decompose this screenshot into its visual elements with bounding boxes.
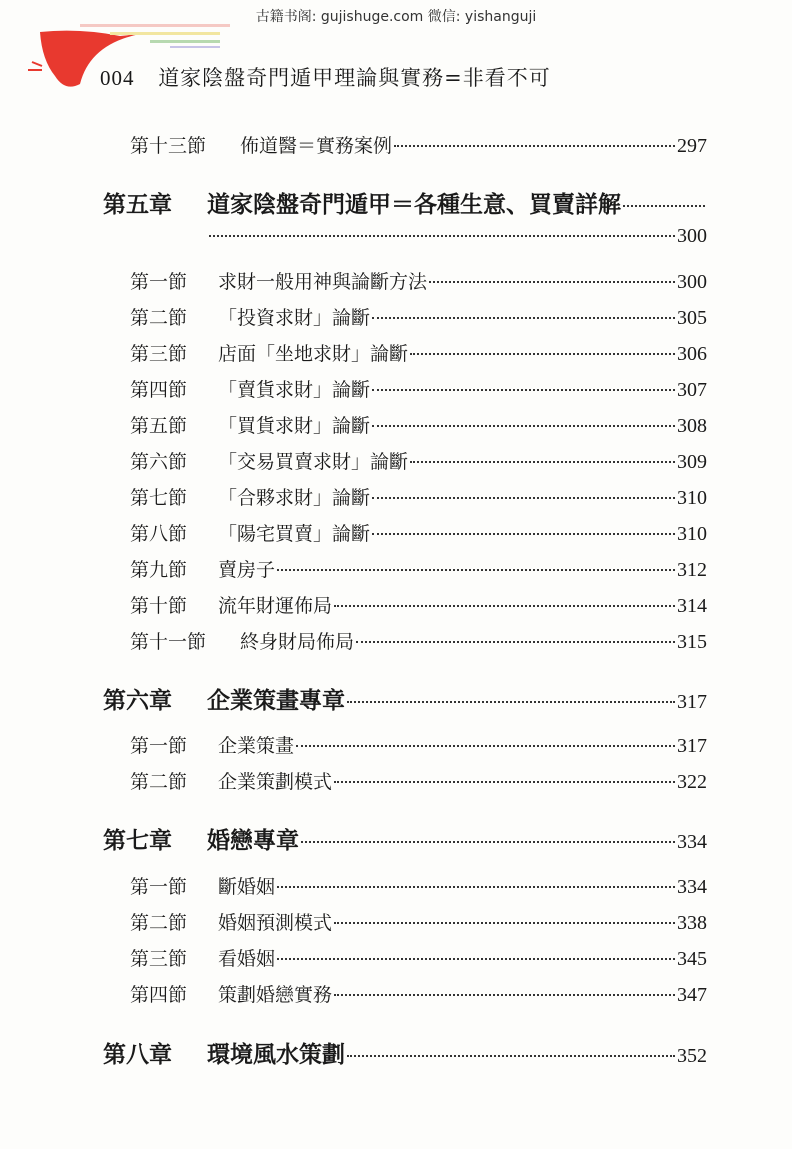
entry-label: 第二節 — [130, 912, 188, 934]
entry-label: 第四節 — [130, 379, 188, 401]
leader-dots — [372, 514, 675, 535]
leader-dots — [372, 478, 675, 499]
leader-dots — [334, 586, 675, 607]
leader-dots — [301, 818, 675, 843]
entry-page: 297 — [677, 135, 707, 157]
leader-dots — [410, 442, 675, 463]
leader-dots — [334, 903, 675, 924]
entry-page: 310 — [677, 523, 707, 545]
entry-label: 第一節 — [130, 735, 188, 757]
entry-page: 334 — [677, 876, 707, 898]
chapter-label: 第五章 — [103, 191, 172, 218]
book-title: 道家陰盤奇門遁甲理論與實務=非看不可 — [158, 66, 551, 90]
leader-dots — [347, 1032, 675, 1057]
toc-entry[interactable] — [130, 980, 707, 1007]
entry-label: 第四節 — [130, 984, 188, 1006]
entry-page: 307 — [677, 379, 707, 401]
toc-entry[interactable] — [130, 944, 707, 971]
entry-title: 「陽宅買賣」論斷 — [218, 523, 371, 545]
entry-page: 309 — [677, 451, 707, 473]
chapter-title: 環境風水策劃 — [207, 1041, 345, 1068]
leader-dots — [296, 726, 675, 747]
toc-entry[interactable] — [130, 267, 707, 294]
leader-dots — [277, 550, 675, 571]
entry-title: 看婚姻 — [218, 948, 276, 970]
entry-label: 第五節 — [130, 415, 188, 437]
toc-chapter-continued — [207, 220, 707, 248]
entry-label: 第九節 — [130, 559, 188, 581]
leader-dots — [372, 298, 675, 319]
entry-title: 賣房子 — [218, 559, 276, 581]
entry-page: 310 — [677, 487, 707, 509]
chapter-label: 第六章 — [103, 687, 172, 714]
entry-label: 第十三節 — [130, 135, 207, 157]
entry-label: 第十一節 — [130, 631, 207, 653]
toc-entry[interactable] — [130, 483, 707, 510]
entry-label: 第二節 — [130, 771, 188, 793]
toc-entry[interactable] — [130, 555, 707, 582]
entry-title: 終身財局佈局 — [240, 631, 355, 653]
watermark: 古籍书阁: gujishuge.com 微信: yishanguji — [255, 9, 537, 25]
leader-dots — [277, 867, 675, 888]
toc-entry[interactable] — [130, 375, 707, 402]
leader-dots — [347, 678, 675, 703]
leader-dots — [410, 334, 675, 355]
chapter-title: 企業策畫專章 — [207, 687, 345, 714]
leader-dots — [334, 975, 675, 996]
entry-label: 第七節 — [130, 487, 188, 509]
toc-chapter[interactable] — [103, 1036, 707, 1069]
entry-title: 策劃婚戀實務 — [218, 984, 333, 1006]
entry-label: 第一節 — [130, 876, 188, 898]
leader-dots — [394, 126, 675, 147]
entry-label: 第八節 — [130, 523, 188, 545]
entry-page: 305 — [677, 307, 707, 329]
entry-page: 322 — [677, 771, 707, 793]
leader-dots — [277, 939, 675, 960]
entry-title: 「投資求財」論斷 — [218, 307, 371, 329]
entry-label: 第二節 — [130, 307, 188, 329]
toc-entry[interactable] — [130, 411, 707, 438]
entry-page: 308 — [677, 415, 707, 437]
entry-title: 企業策劃模式 — [218, 771, 333, 793]
chapter-page: 334 — [677, 831, 707, 853]
toc-entry[interactable] — [130, 908, 707, 935]
chapter-page: 317 — [677, 691, 707, 713]
leader-dots — [429, 262, 675, 283]
entry-label: 第三節 — [130, 948, 188, 970]
toc-entry[interactable] — [130, 591, 707, 618]
entry-page: 314 — [677, 595, 707, 617]
chapter-page: 300 — [677, 225, 707, 247]
toc-chapter[interactable] — [103, 682, 707, 715]
entry-title: 店面「坐地求財」論斷 — [218, 343, 409, 365]
leader-dots — [209, 215, 675, 237]
entry-page: 300 — [677, 271, 707, 293]
chapter-label: 第八章 — [103, 1041, 172, 1068]
toc-entry[interactable] — [130, 767, 707, 794]
toc-entry[interactable] — [130, 339, 707, 366]
toc-entry[interactable] — [130, 303, 707, 330]
toc-entry[interactable] — [130, 731, 707, 758]
toc-entry[interactable] — [130, 131, 707, 158]
leader-dots — [372, 406, 675, 427]
entry-page: 338 — [677, 912, 707, 934]
entry-page: 306 — [677, 343, 707, 365]
toc-entry[interactable] — [130, 872, 707, 899]
entry-label: 第一節 — [130, 271, 188, 293]
toc-entry[interactable] — [130, 447, 707, 474]
entry-title: 求財一般用神與論斷方法 — [218, 271, 428, 293]
chapter-label: 第七章 — [103, 827, 172, 854]
entry-label: 第三節 — [130, 343, 188, 365]
page-number: 004 — [100, 66, 135, 90]
chapter-title: 婚戀專章 — [207, 827, 299, 854]
entry-title: 「合夥求財」論斷 — [218, 487, 371, 509]
entry-title: 「交易買賣求財」論斷 — [218, 451, 409, 473]
entry-page: 317 — [677, 735, 707, 757]
leader-dots — [372, 370, 675, 391]
entry-page: 347 — [677, 984, 707, 1006]
entry-title: 流年財運佈局 — [218, 595, 333, 617]
leader-dots — [356, 622, 675, 643]
leader-dots — [334, 762, 675, 783]
toc-entry[interactable] — [130, 627, 707, 654]
chapter-title: 道家陰盤奇門遁甲＝各種生意、買賣詳解 — [207, 191, 621, 218]
entry-page: 312 — [677, 559, 707, 581]
entry-label: 第十節 — [130, 595, 188, 617]
leader-dots — [623, 182, 705, 207]
entry-page: 345 — [677, 948, 707, 970]
entry-title: 斷婚姻 — [218, 876, 276, 898]
entry-page: 315 — [677, 631, 707, 653]
toc-chapter[interactable] — [103, 822, 707, 855]
entry-label: 第六節 — [130, 451, 188, 473]
chapter-page: 352 — [677, 1045, 707, 1067]
entry-title: 婚姻預測模式 — [218, 912, 333, 934]
toc-entry[interactable] — [130, 519, 707, 546]
entry-title: 企業策畫 — [218, 735, 295, 757]
entry-title: 佈道醫＝實務案例 — [240, 135, 393, 157]
entry-title: 「買貨求財」論斷 — [218, 415, 371, 437]
entry-title: 「賣貨求財」論斷 — [218, 379, 371, 401]
